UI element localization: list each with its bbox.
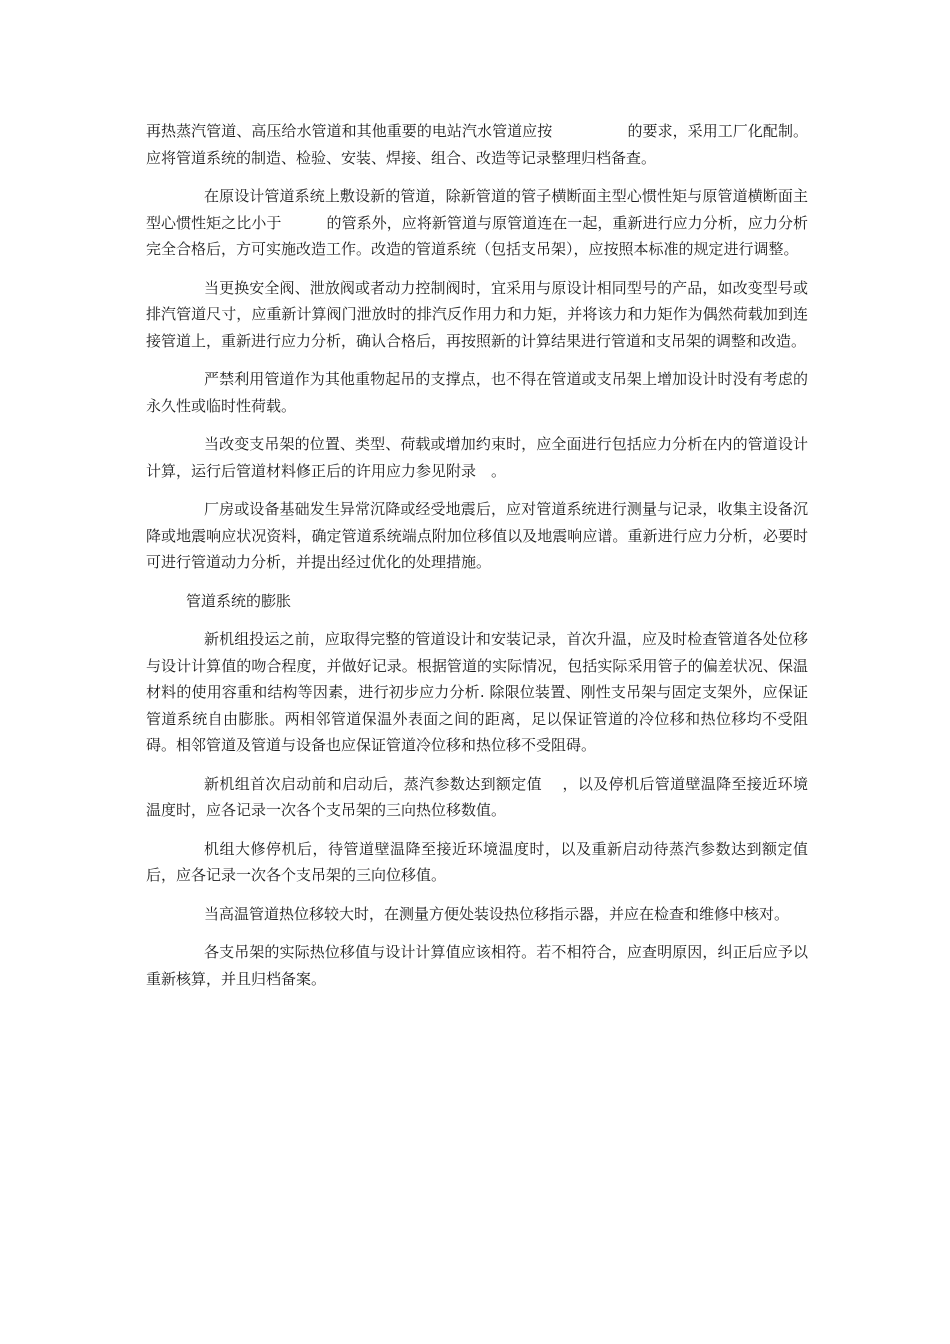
paragraph-7: 新机组投运之前，应取得完整的管道设计和安装记录，首次升温，应及时检查管道各处位移与设计计算值的吻合程度，并做好记录。根据管道的实际情况，包括实际采用管子的偏差状况、保温材料的使用容重和结构等因素，进行初步应力分析. 除限位装置、刚性支吊架与固定支架外，应保证管道系统自由膨胀。两相邻管道保温外表面之间的距离，足以保证管道的冷位移和热位移均不受阻碍。相邻管道及管道与设备也应保证管道冷位移和热位移不受阻碍。 (146, 630, 808, 754)
document-body (146, 118, 839, 1004)
paragraph-2: 在原设计管道系统上敷设新的管道，除新管道的管子横断面主型心惯性矩与原管道横断面主型心惯性矩之比小于 的管系外，应将新管道与原管道连在一起，重新进行应力分析，应力分析完全合格后，方可实施改造工作。改造的管道系统（包括支吊架），应按照本标准的规定进行调整。 (146, 187, 808, 258)
paragraph-10: 当高温管道热位移较大时，在测量方便处装设热位移指示器，并应在检查和维修中核对。 (204, 904, 790, 923)
paragraph-4: 严禁利用管道作为其他重物起吊的支撑点，也不得在管道或支吊架上增加设计时没有考虑的永久性或临时性荷载。 (146, 370, 808, 415)
paragraph-1: 再热蒸汽管道、高压给水管道和其他重要的电站汽水管道应按 的要求，采用工厂化配制。应将管道系统的制造、检验、安装、焊接、组合、改造等记录整理归档备查。 (146, 122, 808, 167)
section-heading: 管道系统的膨胀 (186, 591, 292, 610)
paragraph-6: 厂房或设备基础发生异常沉降或经受地震后，应对管道系统进行测量与记录，收集主设备沉降或地震响应状况资料，确定管道系统端点附加位移值以及地震响应谱。重新进行应力分析，必要时可进行管道动力分析，并提出经过优化的处理措施。 (146, 500, 808, 571)
paragraph-3: 当更换安全阀、泄放阀或者动力控制阀时，宜采用与原设计相同型号的产品，如改变型号或排汽管道尺寸，应重新计算阀门泄放时的排汽反作用力和力矩，并将该力和力矩作为偶然荷载加到连接管道上，重新进行应力分析，确认合格后，再按照新的计算结果进行管道和支吊架的调整和改造。 (146, 278, 808, 350)
paragraph-5: 当改变支吊架的位置、类型、荷载或增加约束时，应全面进行包括应力分析在内的管道设计计算，运行后管道材料修正后的许用应力参见附录 。 (146, 435, 808, 480)
paragraph-11: 各支吊架的实际热位移值与设计计算值应该相符。若不相符合，应查明原因，纠正后应予以重新核算，并且归档备案。 (146, 943, 808, 988)
paragraph-9: 机组大修停机后，待管道壁温降至接近环境温度时，以及重新启动待蒸汽参数达到额定值 后，应各记录一次各个支吊架的三向位移值。 (146, 839, 839, 884)
paragraph-8: 新机组首次启动前和启动后，蒸汽参数达到额定值 ，以及停机后管道壁温降至接近环境温度时，应各记录一次各个支吊架的三向热位移数值。 (146, 774, 808, 819)
